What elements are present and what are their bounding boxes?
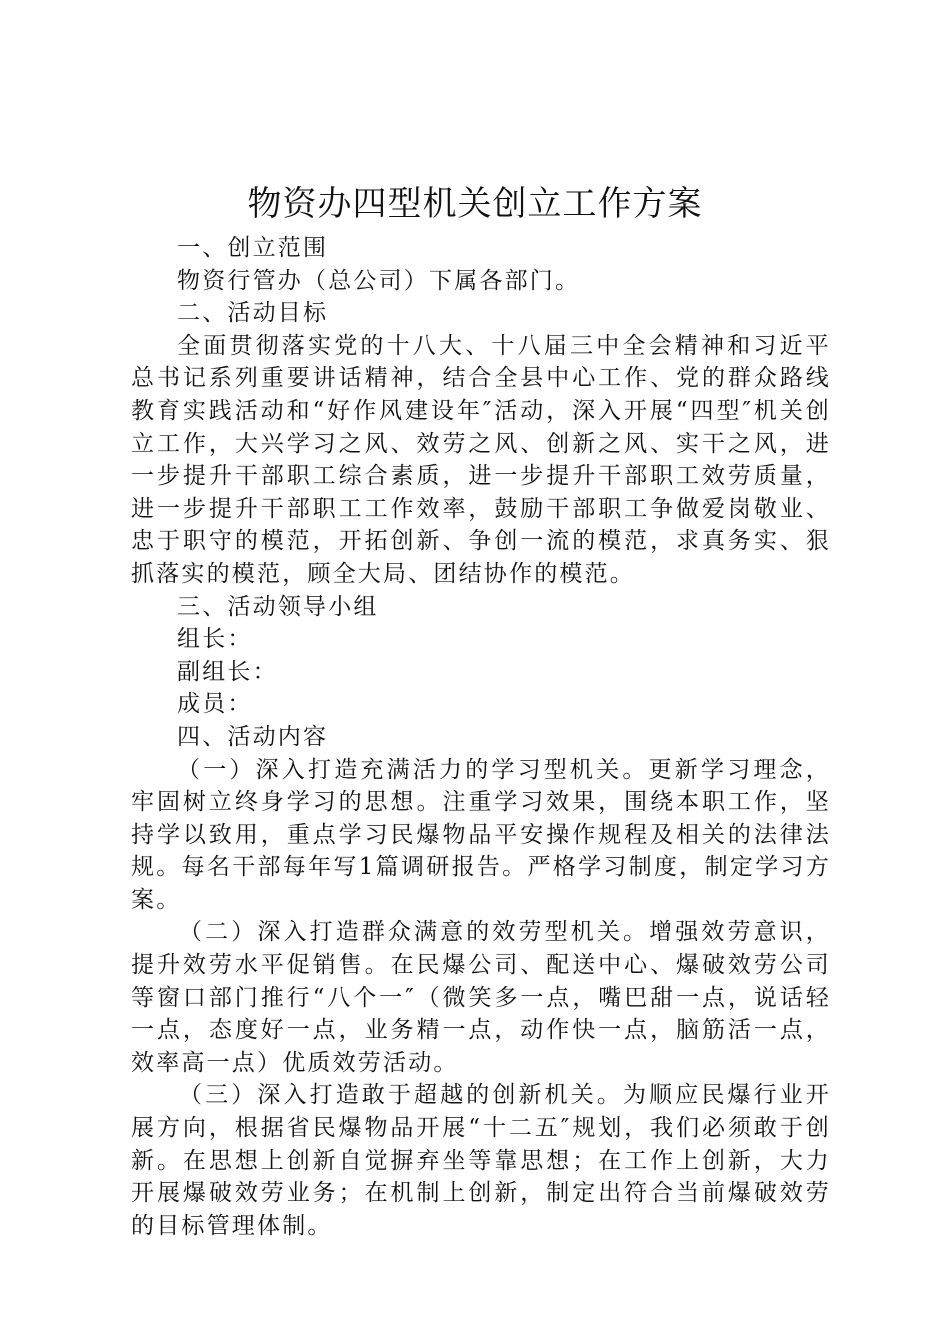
- paragraph: 全面贯彻落实党的十八大、十八届三中全会精神和习近平总书记系列重要讲话精神，结合全县中心工作、党的群众路线教育实践活动和“好作风建设年″活动，深入开展“四型″机关创立工作，大兴学习之风、效劳之风、创新之风、实干之风，进一步提升干部职工综合素质，进一步提升干部职工效劳质量，进一步提升干部职工工作效率，鼓励干部职工争做爱岗敬业、忠于职守的模范，开拓创新、争创一流的模范，求真务实、狠抓落实的模范，顾全大局、团结协作的模范。: [131, 332, 831, 587]
- document-title: 物资办四型机关创立工作方案: [247, 184, 703, 224]
- paragraph: （二）深入打造群众满意的效劳型机关。增强效劳意识，提升效劳水平促销售。在民爆公司、配送中心、爆破效劳公司等窗口部门推行“八个一″（微笑多一点，嘴巴甜一点，说话轻一点，态度好一点，业务精一点，动作快一点，脑筋活一点，效率高一点）优质效劳活动。: [131, 919, 831, 1076]
- section-heading: 二、活动目标: [177, 300, 329, 327]
- paragraph: 物资行管办（总公司）下属各部门。: [177, 267, 581, 294]
- paragraph: （三）深入打造敢于超越的创新机关。为顺应民爆行业开展方向，根据省民爆物品开展“十二五″规划，我们必须敢于创新。在思想上创新自觉摒弃坐等靠思想；在工作上创新，大力开展爆破效劳业务；在机制上创新，制定出符合当前爆破效劳的目标管理体制。: [131, 1082, 831, 1239]
- section-heading: 一、创立范围: [177, 235, 329, 261]
- section-heading: 四、活动内容: [177, 723, 329, 750]
- paragraph: 组长：: [177, 626, 253, 653]
- paragraph: 副组长：: [177, 658, 278, 685]
- paragraph: （一）深入打造充满活力的学习型机关。更新学习理念，牢固树立终身学习的思想。注重学习效果，围绕本职工作，坚持学以致用，重点学习民爆物品平安操作规程及相关的法律法规。每名干部每年写1篇调研报告。严格学习制度，制定学习方案。: [131, 756, 831, 913]
- paragraph: 成员：: [177, 691, 253, 718]
- document-body: [131, 232, 831, 1242]
- section-heading: 三、活动领导小组: [177, 593, 379, 620]
